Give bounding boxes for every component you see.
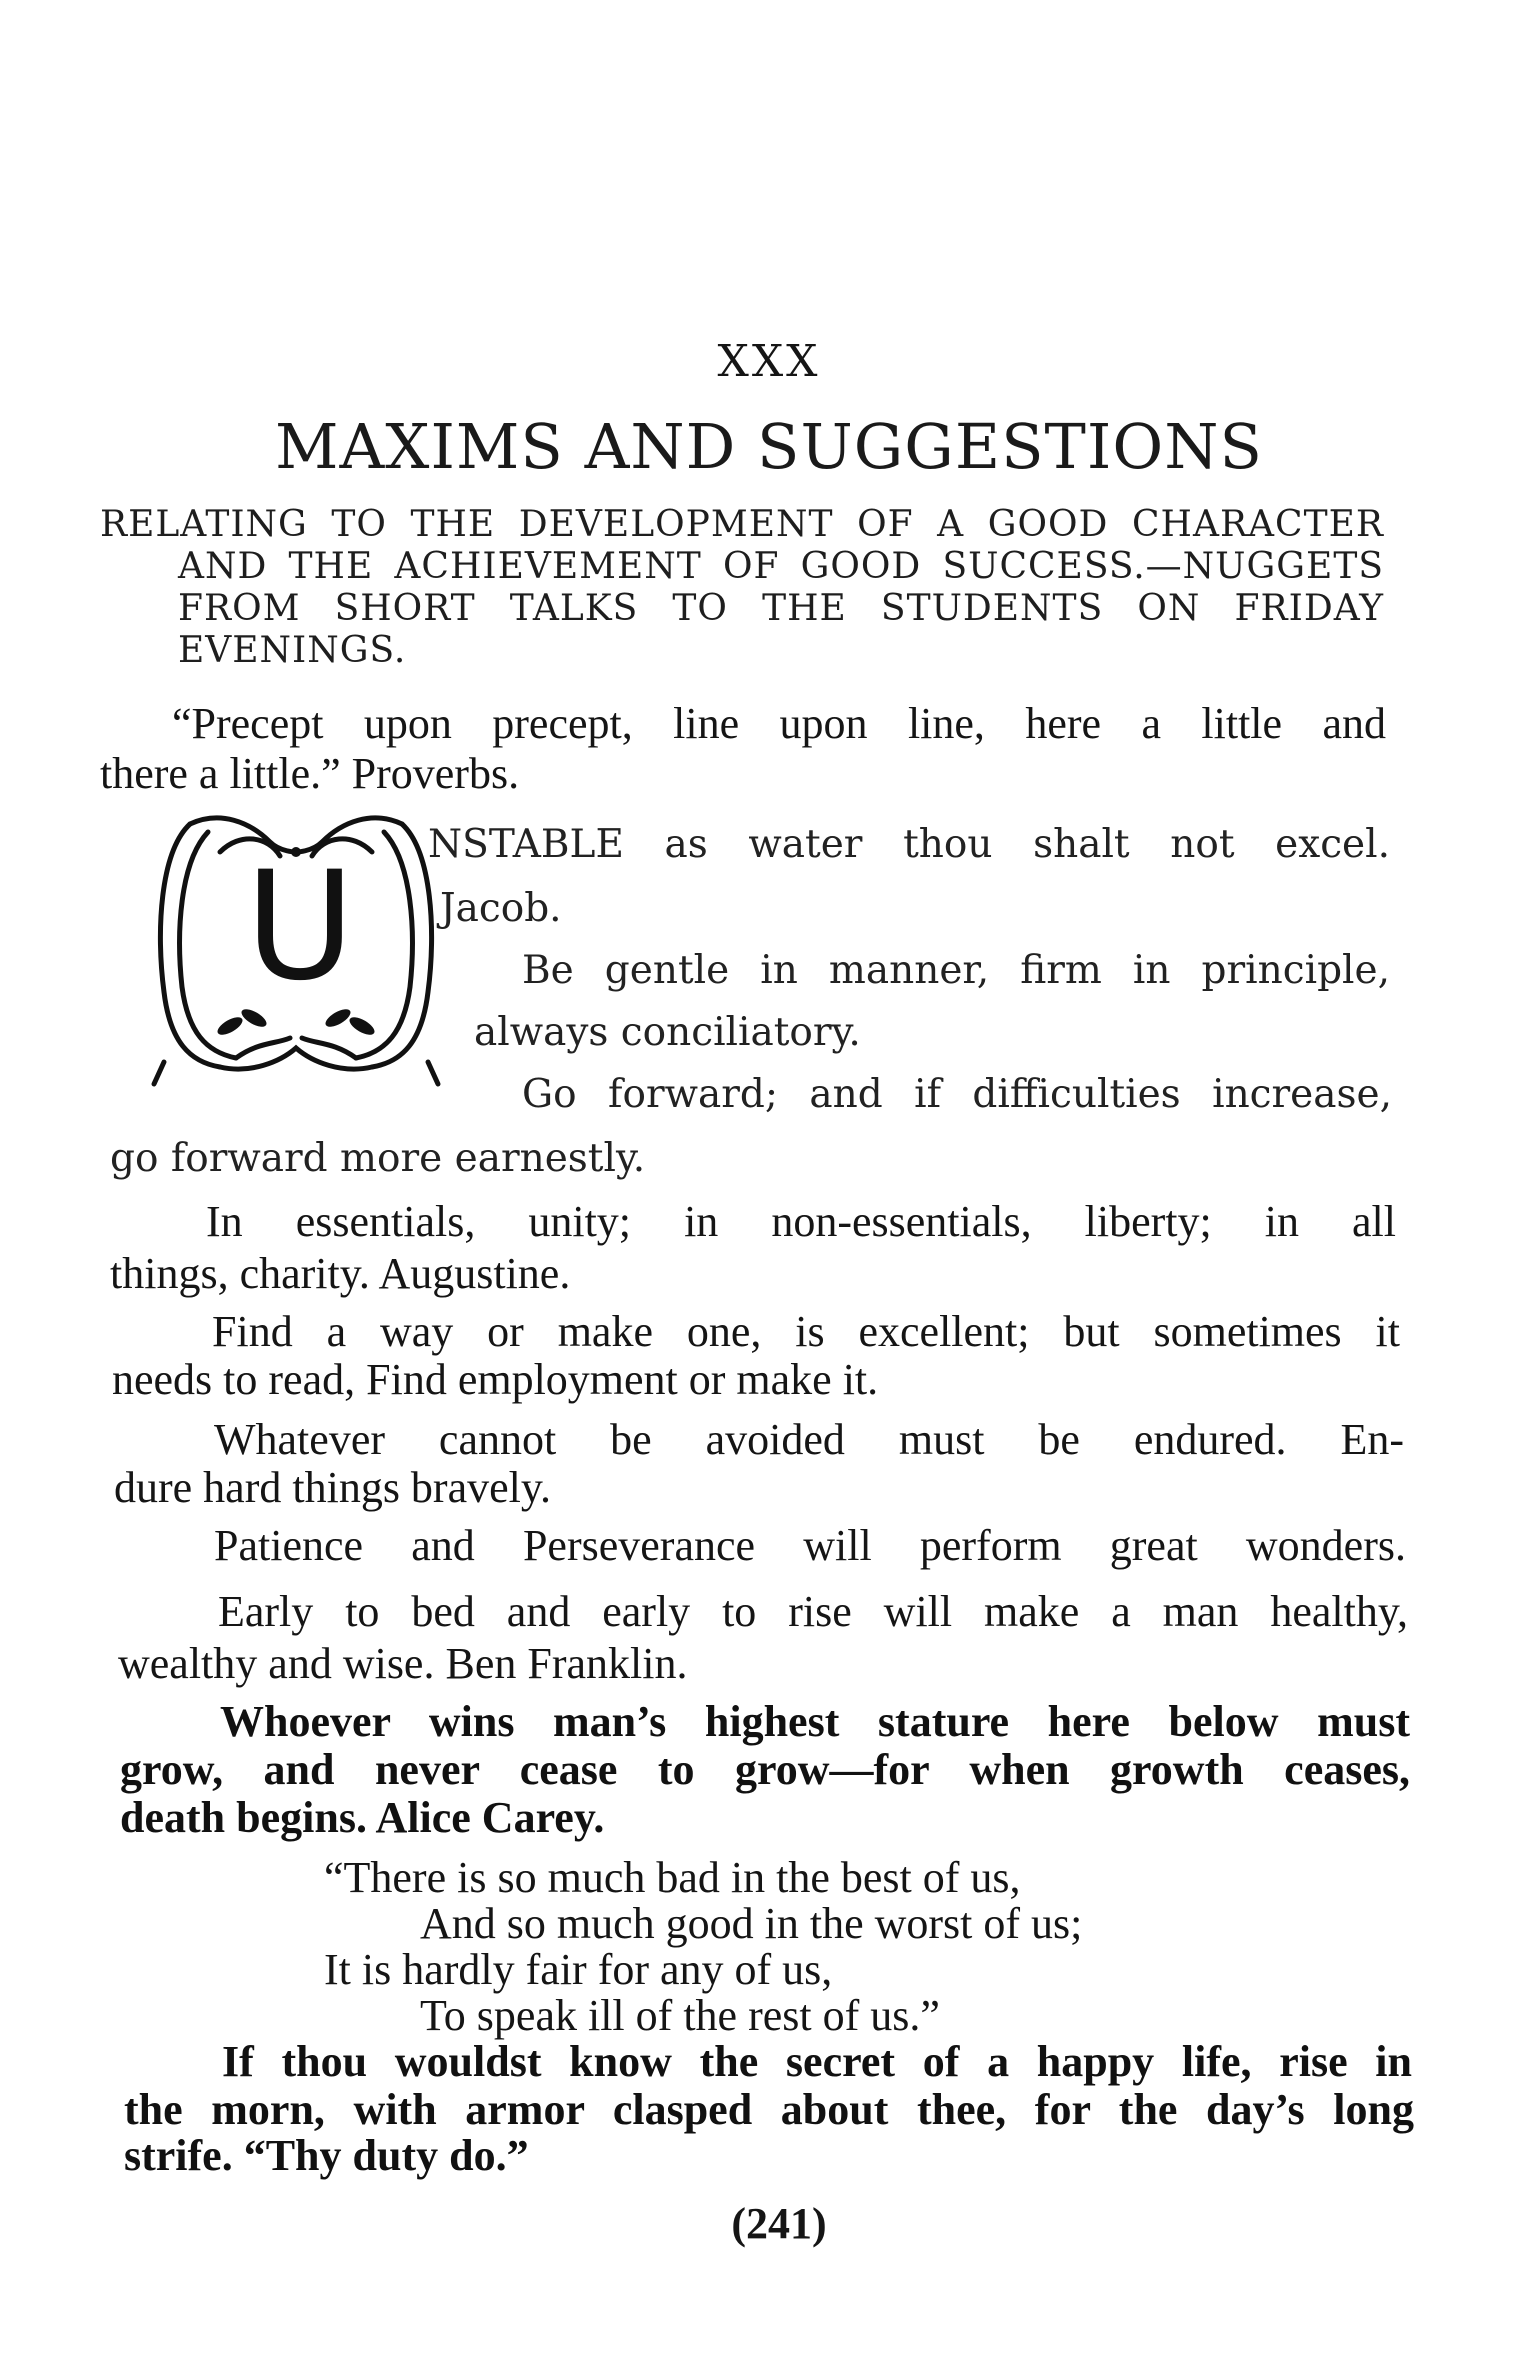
maxim-1-line-2: Jacob. (440, 886, 562, 931)
chapter-title: MAXIMS AND SUGGESTIONS (275, 410, 1263, 483)
closing-line-1: If thou wouldst know the secret of a happy life, rise in (222, 2037, 1412, 2086)
maxim-9-line-2: grow, and never cease to grow—for when growth ceases, (120, 1745, 1410, 1794)
maxim-9-line-1: Whoever wins man’s highest stature here below must (220, 1697, 1410, 1746)
maxim-2-line-2: always conciliatory. (474, 1010, 861, 1055)
chapter-number: XXX (717, 336, 821, 387)
maxim-3-line-2: go forward more earnestly. (110, 1136, 646, 1181)
subtitle-line-1: RELATING TO THE DEVELOPMENT OF A GOOD CHARACTER (100, 504, 1384, 545)
subtitle-line-4: EVENINGS. (178, 630, 407, 671)
page-number: (241) (731, 2199, 827, 2248)
drop-cap (150, 812, 442, 1090)
maxim-7-line-1: Patience and Perseverance will perform great wonders. (214, 1521, 1406, 1570)
maxim-6-line-1: Whatever cannot be avoided must be endured. En- (214, 1415, 1404, 1464)
poem-line-4: To speak ill of the rest of us.” (420, 1991, 940, 2040)
epigraph-line-1: “Precept upon precept, line upon line, here a little and (172, 699, 1386, 748)
maxim-4-line-1: In essentials, unity; in non-essentials, liberty; in all (206, 1197, 1396, 1246)
maxim-8-line-2: wealthy and wise. Ben Franklin. (118, 1639, 688, 1688)
poem-line-2: And so much good in the worst of us; (420, 1899, 1083, 1948)
closing-line-3: strife. “Thy duty do.” (124, 2131, 529, 2180)
epigraph-line-2: there a little.” Proverbs. (100, 749, 520, 798)
drop-cap-letter: U (245, 840, 355, 1014)
maxim-1-line-1: NSTABLE as water thou shalt not excel. (428, 822, 1390, 867)
maxim-5-line-1: Find a way or make one, is excellent; but sometimes it (212, 1307, 1400, 1356)
maxim-3-line-1: Go forward; and if difficulties increase, (522, 1072, 1392, 1117)
maxim-8-line-1: Early to bed and early to rise will make a man healthy, (218, 1587, 1408, 1636)
maxim-5-line-2: needs to read, Find employment or make it. (112, 1355, 879, 1404)
maxim-2-line-1: Be gentle in manner, firm in principle, (522, 948, 1390, 993)
maxim-6-line-2: dure hard things bravely. (114, 1463, 552, 1512)
maxim-9-line-3: death begins. Alice Carey. (120, 1793, 605, 1842)
subtitle-line-3: FROM SHORT TALKS TO THE STUDENTS ON FRIDAY (178, 588, 1384, 629)
poem-line-1: “There is so much bad in the best of us, (324, 1853, 1021, 1902)
closing-line-2: the morn, with armor clasped about thee, for the day’s long (124, 2085, 1414, 2134)
subtitle-line-2: AND THE ACHIEVEMENT OF GOOD SUCCESS.—NUGGETS (178, 546, 1384, 587)
maxim-4-line-2: things, charity. Augustine. (110, 1249, 571, 1298)
poem-line-3: It is hardly fair for any of us, (324, 1945, 833, 1994)
